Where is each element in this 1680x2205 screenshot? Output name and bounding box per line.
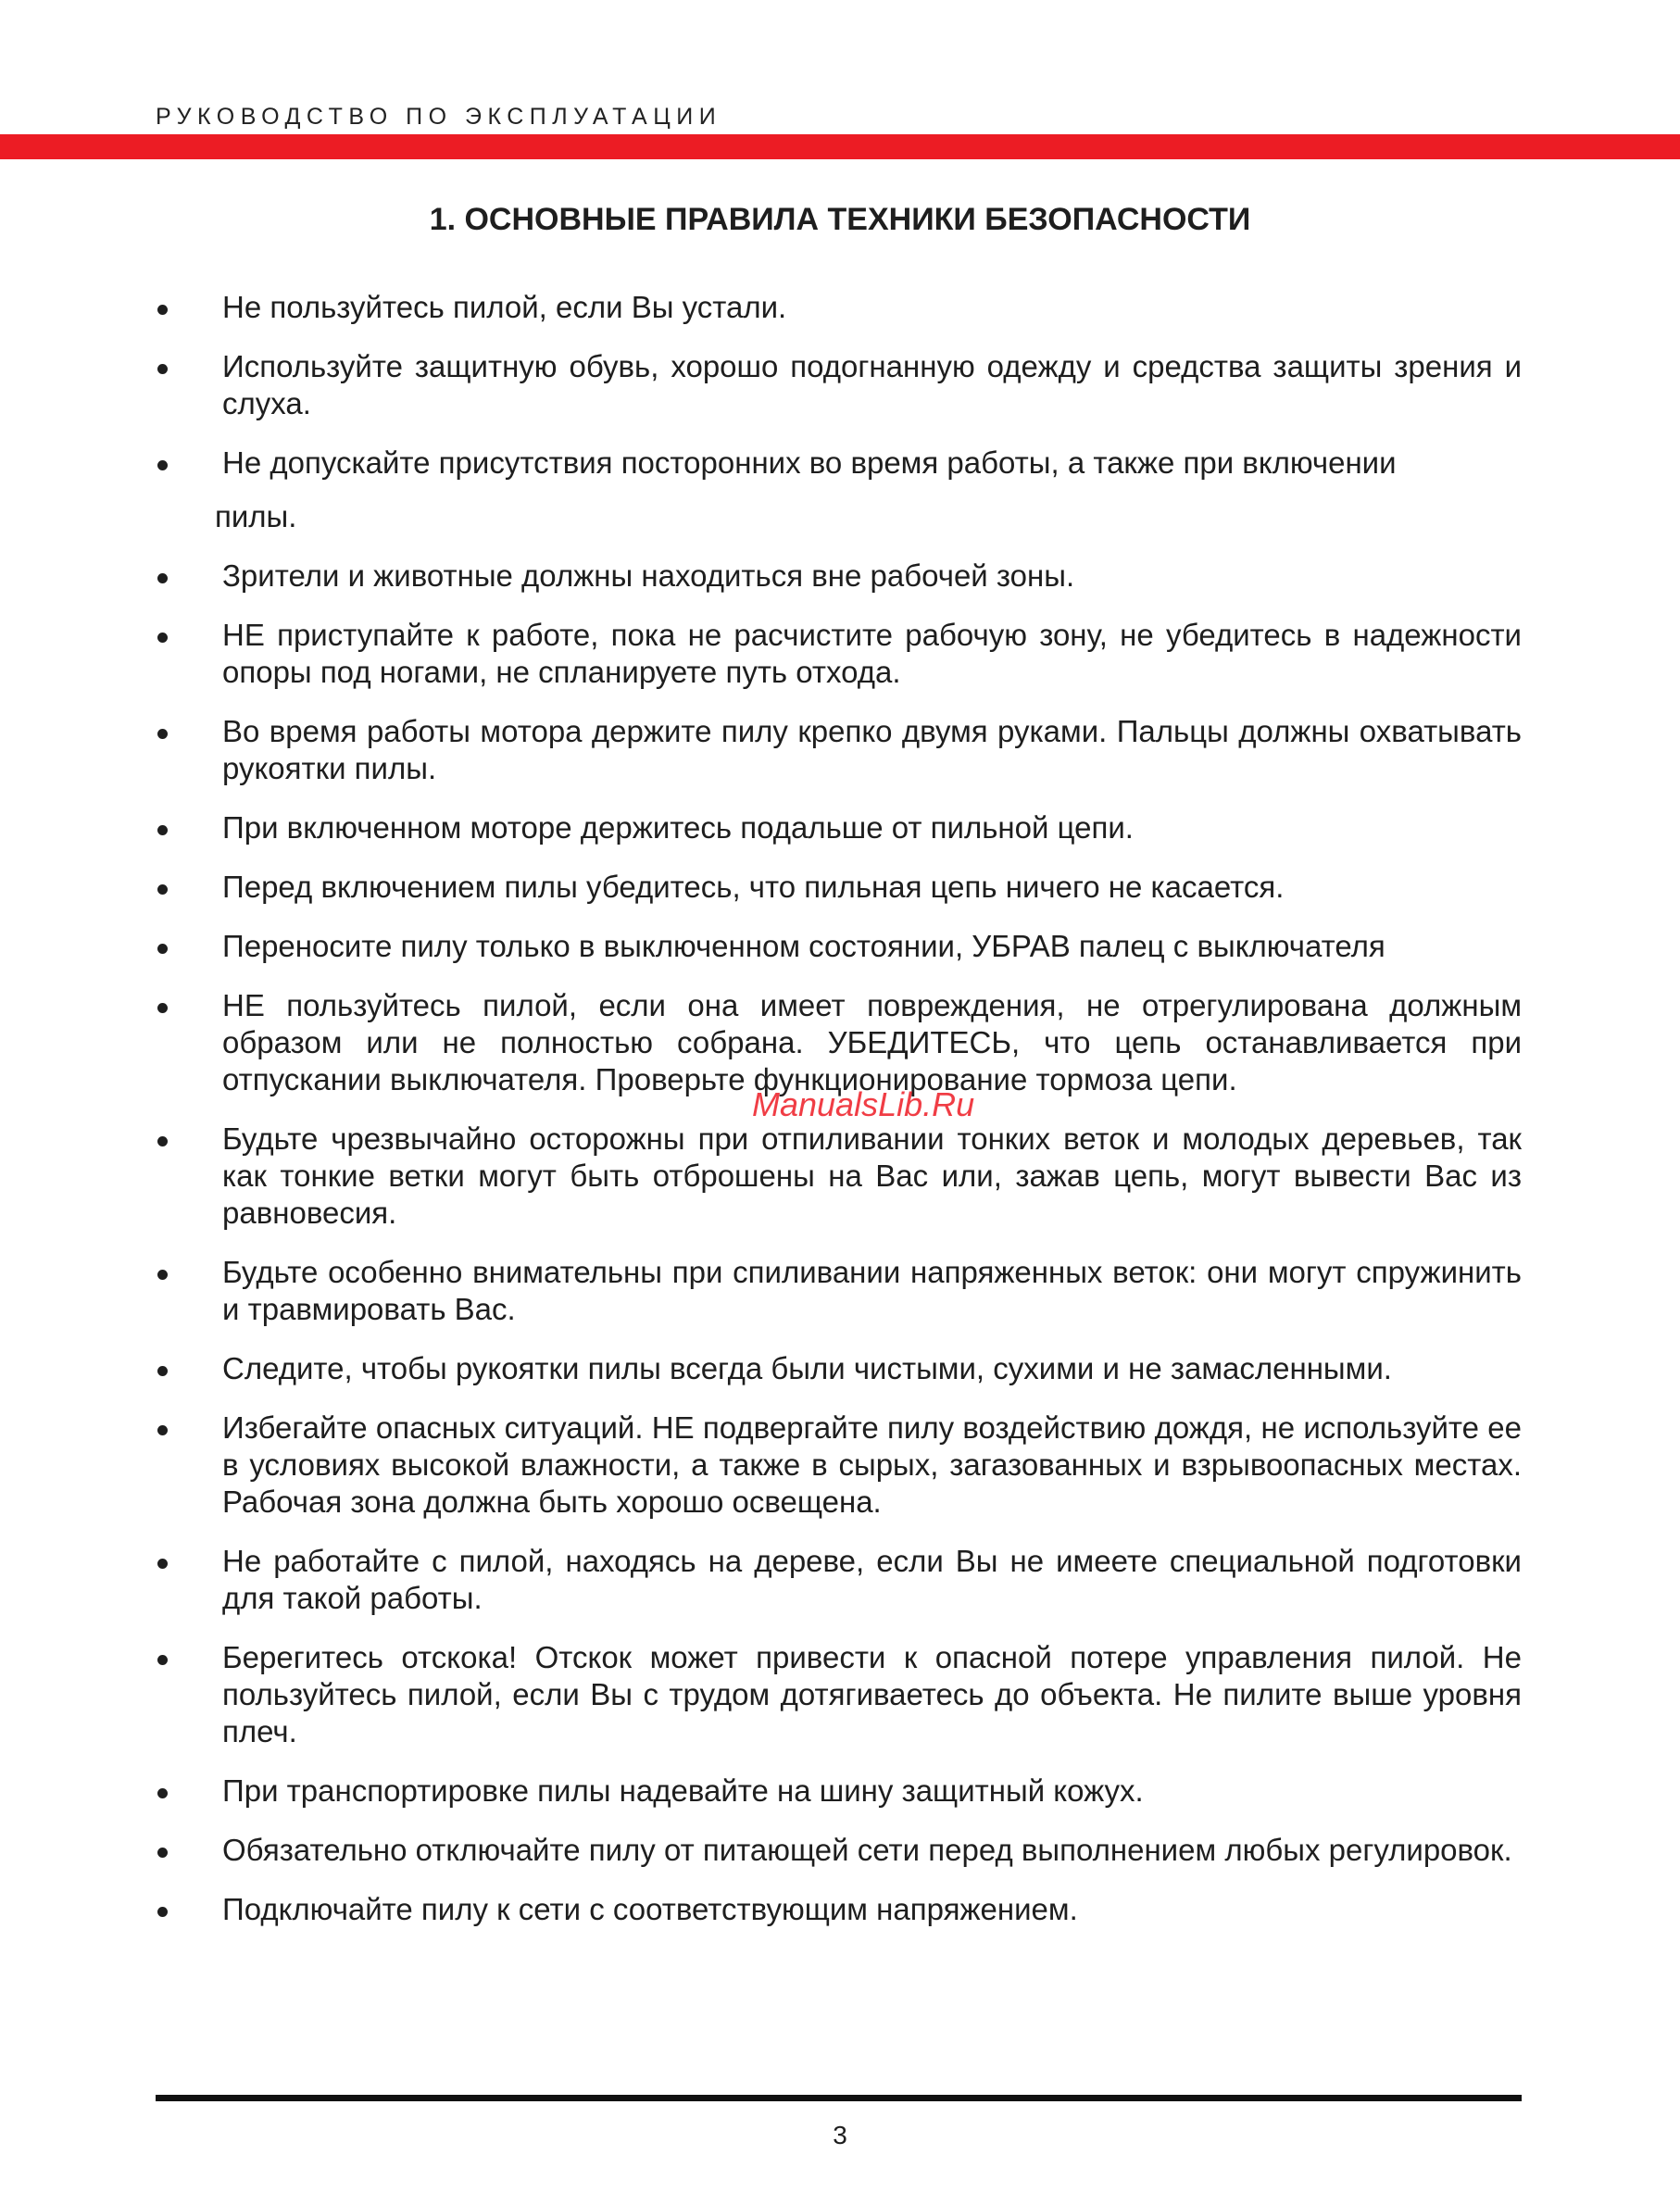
bullet-icon	[157, 633, 168, 643]
rule-text-continuation: пилы.	[215, 499, 297, 533]
list-item	[156, 1409, 1522, 1521]
rule-text: Не работайте с пилой, находясь на дереве, если Вы не имеете специальной подготовки для такой работы.	[222, 1544, 1522, 1615]
rule-text: Во время работы мотора держите пилу крепко двумя руками. Пальцы должны охватывать рукоятки пилы.	[222, 714, 1522, 785]
header-red-band	[0, 134, 1680, 159]
rule-text: Будьте особенно внимательны при спиливании напряженных веток: они могут спружинить и травмировать Вас.	[222, 1255, 1522, 1326]
rule-text: Не пользуйтесь пилой, если Вы устали.	[222, 290, 787, 324]
rule-text: НЕ приступайте к работе, пока не расчистите рабочую зону, не убедитесь в надежности опоры под ногами, не спланируете путь отхода.	[222, 618, 1522, 689]
list-item	[156, 289, 1522, 326]
watermark: ManualsLib.Ru	[752, 1085, 975, 1123]
bullet-icon	[157, 364, 168, 374]
page-number: 3	[833, 2121, 847, 2149]
rule-text: НЕ пользуйтесь пилой, если она имеет повреждения, не отрегулирована должным образом или не полностью собрана. УБЕДИТЕСЬ, что цепь останавливается при отпускании выключателя. Проверьте функционирование тормоза цепи.	[222, 988, 1522, 1096]
rule-text: При включенном моторе держитесь подальше от пильной цепи.	[222, 810, 1134, 845]
bullet-icon	[157, 1003, 168, 1013]
list-item	[156, 1121, 1522, 1232]
bullet-icon	[157, 1788, 168, 1798]
list-item	[156, 1773, 1522, 1810]
list-item	[156, 558, 1522, 595]
rule-text: Перед включением пилы убедитесь, что пильная цепь ничего не касается.	[222, 870, 1285, 904]
rule-text: Подключайте пилу к сети с соответствующим напряжением.	[222, 1892, 1078, 1926]
bullet-icon	[157, 305, 168, 315]
bullet-icon	[157, 1848, 168, 1858]
list-item	[156, 1639, 1522, 1750]
bullet-icon	[157, 460, 168, 470]
list-item	[156, 928, 1522, 965]
list-item	[156, 617, 1522, 691]
list-item	[156, 809, 1522, 846]
footer-rule	[156, 2095, 1522, 2101]
bullet-icon	[157, 1655, 168, 1665]
rule-text: Зрители и животные должны находиться вне рабочей зоны.	[222, 558, 1075, 593]
bullet-icon	[157, 573, 168, 583]
list-item	[156, 1254, 1522, 1328]
list-item	[156, 713, 1522, 787]
rule-text: Избегайте опасных ситуаций. НЕ подвергайте пилу воздействию дождя, не используйте ее в условиях высокой влажности, а также в сырых, загазованных и взрывоопасных местах. Рабочая зона должна быть хорошо освещена.	[222, 1410, 1522, 1519]
list-item	[156, 869, 1522, 906]
rule-text: Берегитесь отскока! Отскок может привести к опасной потере управления пилой. Не пользуйтесь пилой, если Вы с трудом дотягиваетесь до объекта. Не пилите выше уровня плеч.	[222, 1640, 1522, 1748]
bullet-icon	[157, 1270, 168, 1280]
list-item	[156, 1832, 1522, 1869]
list-item	[156, 1543, 1522, 1617]
rule-text: Обязательно отключайте пилу от питающей сети перед выполнением любых регулировок.	[222, 1833, 1512, 1867]
bullet-icon	[157, 1907, 168, 1917]
list-item	[156, 348, 1522, 422]
bullet-icon	[157, 1425, 168, 1435]
list-item	[156, 445, 1522, 535]
rule-text: Будьте чрезвычайно осторожны при отпиливании тонких веток и молодых деревьев, так как тонкие ветки могут быть отброшены на Вас или, зажав цепь, могут вывести Вас из равновесия.	[222, 1121, 1522, 1230]
rule-text: Следите, чтобы рукоятки пилы всегда были чистыми, сухими и не замасленными.	[222, 1351, 1392, 1385]
rule-text: Переносите пилу только в выключенном состоянии, УБРАВ палец с выключателя	[222, 929, 1385, 963]
bullet-icon	[157, 884, 168, 895]
bullet-icon	[157, 825, 168, 835]
running-header: РУКОВОДСТВО ПО ЭКСПЛУАТАЦИИ	[156, 104, 722, 130]
bullet-icon	[157, 729, 168, 739]
rule-text: Не допускайте присутствия посторонних во время работы, а также при включении	[222, 445, 1397, 480]
bullet-icon	[157, 944, 168, 954]
list-item	[156, 1891, 1522, 1928]
list-item	[156, 1350, 1522, 1387]
rule-text: При транспортировке пилы надевайте на шину защитный кожух.	[222, 1773, 1144, 1808]
bullet-icon	[157, 1136, 168, 1146]
list-item	[156, 987, 1522, 1098]
bullet-icon	[157, 1366, 168, 1376]
rule-text: Используйте защитную обувь, хорошо подогнанную одежду и средства защиты зрения и слуха.	[222, 349, 1522, 420]
bullet-icon	[157, 1559, 168, 1569]
section-title: 1. ОСНОВНЫЕ ПРАВИЛА ТЕХНИКИ БЕЗОПАСНОСТИ	[429, 202, 1251, 237]
